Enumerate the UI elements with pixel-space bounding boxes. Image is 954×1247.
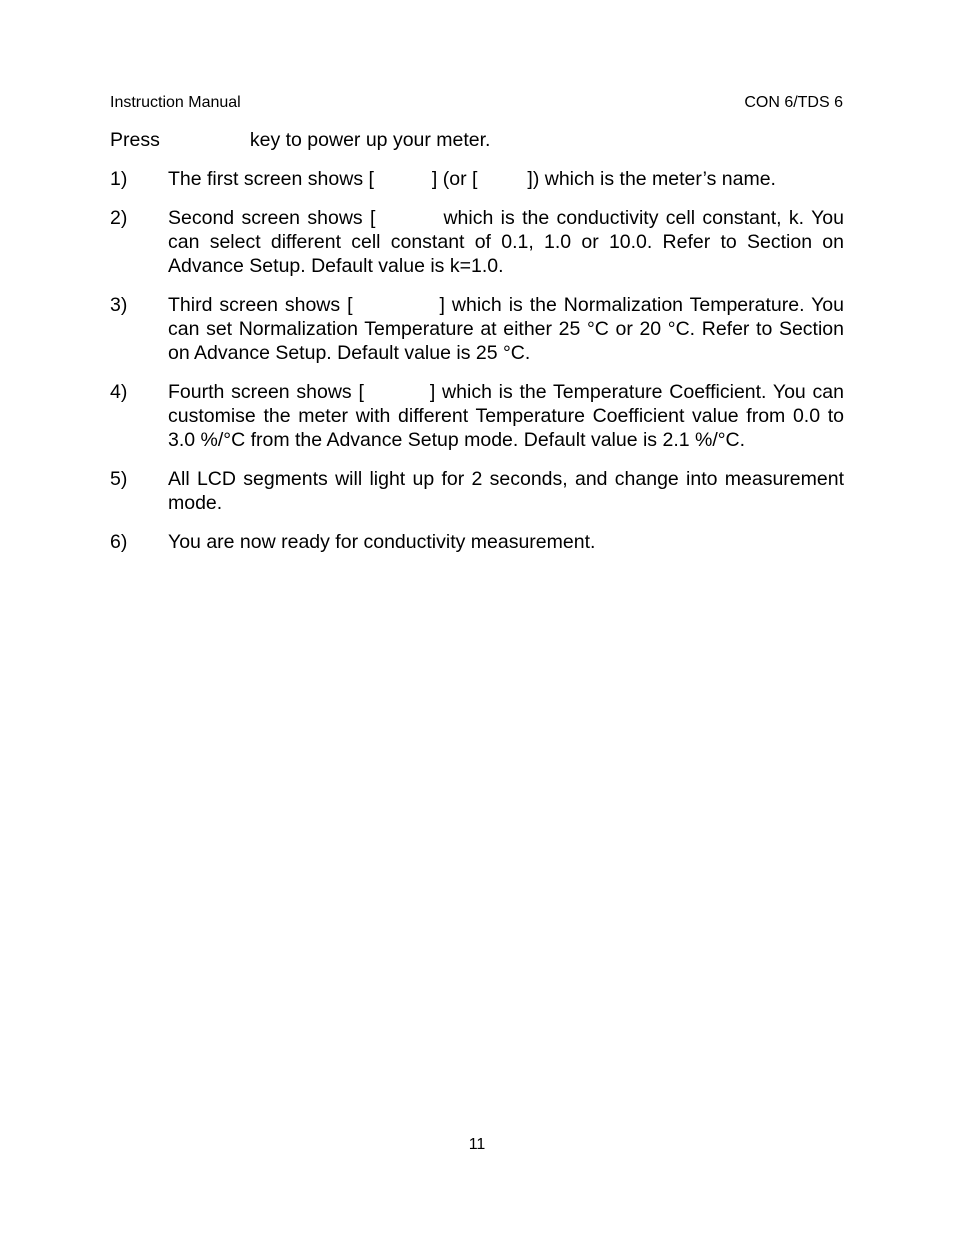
intro-press: Press xyxy=(110,129,160,151)
intro-line xyxy=(110,128,844,152)
step-number: 2) xyxy=(110,207,128,229)
step-text: The first screen shows [ ] (or [ ]) which is the meter’s name. xyxy=(168,168,776,190)
step-number: 5) xyxy=(110,468,128,490)
page-number: 11 xyxy=(468,1136,486,1153)
step-4 xyxy=(110,380,844,452)
step-2 xyxy=(110,206,844,278)
step-1 xyxy=(110,167,844,191)
header-title: Instruction Manual xyxy=(110,94,241,111)
step-6 xyxy=(110,530,844,554)
intro-rest: key to power up your meter. xyxy=(249,129,491,151)
step-5 xyxy=(110,467,844,515)
step-number: 6) xyxy=(110,531,128,553)
step-number: 3) xyxy=(110,294,128,316)
step-text: Third screen shows [ ] which is the Normalization Temperature. You can set Normalization Temperature at either 25 °C or 20 °C. Refer to Section on Advance Setup. Default value is 25 °C. xyxy=(168,294,844,364)
page-header xyxy=(110,93,843,113)
step-number: 4) xyxy=(110,381,128,403)
step-text: Fourth screen shows [ ] which is the Temperature Coefficient. You can customise the meter with different Temperature Coefficient value from 0.0 to 3.0 %/°C from the Advance Setup mode. Default value is 2.1 %/°C. xyxy=(168,381,844,451)
document-body xyxy=(110,128,844,569)
step-number: 1) xyxy=(110,168,128,190)
step-3 xyxy=(110,293,844,365)
step-text: You are now ready for conductivity measurement. xyxy=(168,531,596,553)
step-text: Second screen shows [ which is the conductivity cell constant, k. You can select different cell constant of 0.1, 1.0 or 10.0. Refer to Section on Advance Setup. Default value is k=1.0. xyxy=(168,207,844,277)
header-model: CON 6/TDS 6 xyxy=(744,94,843,111)
step-text: All LCD segments will light up for 2 seconds, and change into measurement mode. xyxy=(168,468,844,514)
